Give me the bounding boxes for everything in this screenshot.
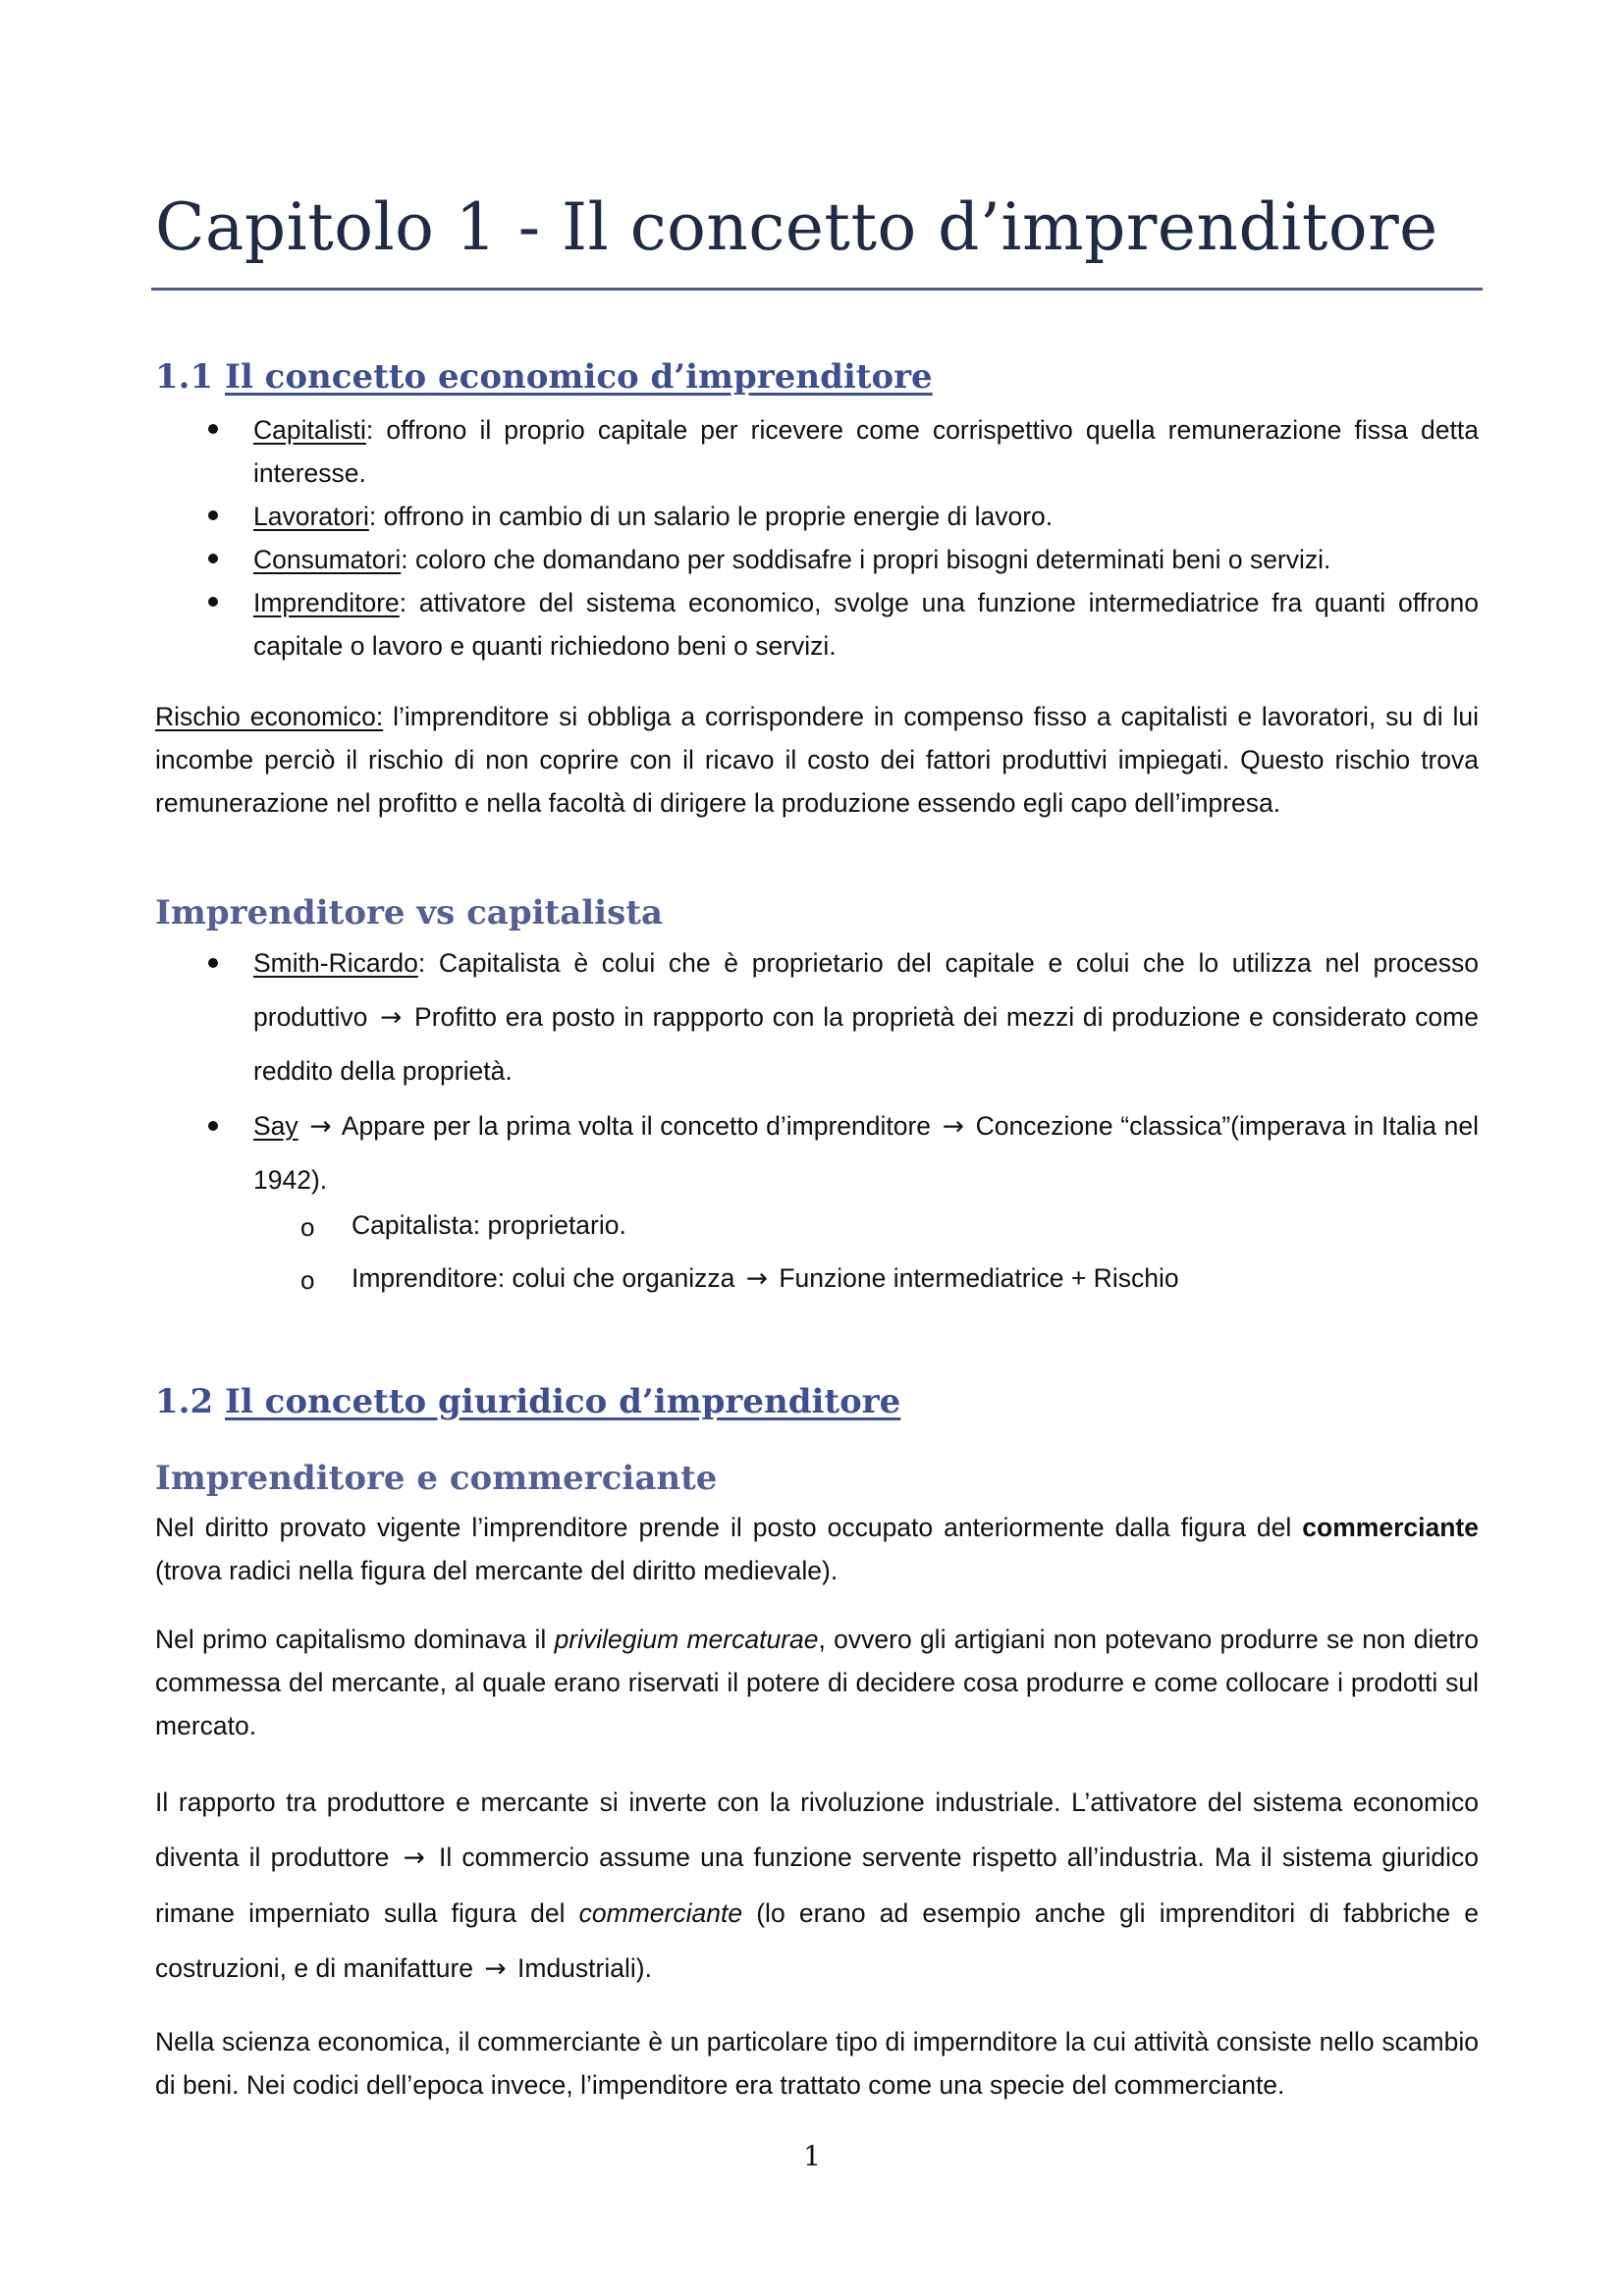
subheading-imprenditore-e-commerciante: Imprenditore e commerciante xyxy=(155,1459,718,1498)
page-number: 1 xyxy=(803,2140,821,2172)
arrow-icon: → xyxy=(484,1953,507,1984)
bullet-term: Say xyxy=(253,1111,298,1141)
risk-term: Rischio economico: xyxy=(155,702,384,731)
subheading-imprenditore-vs-capitalista: Imprenditore vs capitalista xyxy=(155,893,663,933)
paragraph-text: Il commercio assume una funzione servente rispetto all’industria. Ma il sistema giuridico rimane imperniato sulla figura del xyxy=(155,1842,1479,1928)
paragraph-scienza-economica: Nella scienza economica, il commerciante è un particolare tipo di impernditore la cui attività consiste nello scambio di beni. Nei codici dell’epoca invece, l’impenditore era trattato come una specie del commerciante. xyxy=(155,2027,1479,2100)
bullet-term: Imprenditore xyxy=(253,588,400,617)
bullet-term: Smith-Ricardo xyxy=(253,948,418,978)
paragraph-rischio-economico xyxy=(155,695,1479,825)
list-item-smith-ricardo xyxy=(253,936,1479,1098)
sub-list-item-capitalista xyxy=(352,1203,1479,1247)
arrow-icon: → xyxy=(942,1111,964,1142)
paragraph-text: Nel diritto provato vigente l’imprenditore prende il posto occupato anteriormente dalla figura del xyxy=(155,1513,1303,1542)
paragraph-rivoluzione-industriale xyxy=(155,1775,1479,1997)
chapter-title: Capitolo 1 - Il concetto d’imprenditore xyxy=(155,189,1438,265)
sub-list-item-imprenditore xyxy=(352,1256,1479,1301)
bullet-dot xyxy=(208,510,218,520)
bullet-dot xyxy=(208,554,218,563)
bullet-text: : attivatore del sistema economico, svolge una funzione intermediatrice fra quanti offrono capitale o lavoro e quanti richiedono beni o servizi. xyxy=(253,588,1479,661)
paragraph-text: Nel primo capitalismo dominava il xyxy=(155,1625,555,1654)
section-2-heading xyxy=(155,1382,900,1422)
bullet-text: : offrono il proprio capitale per ricevere come corrispettivo quella remunerazione fissa detta interesse. xyxy=(253,415,1479,488)
paragraph-diritto-vigente xyxy=(155,1506,1479,1592)
bullet-term: Consumatori xyxy=(253,545,402,574)
sub-item-text: Capitalista: proprietario. xyxy=(352,1210,626,1240)
section-2-number: 1.2 xyxy=(155,1382,214,1421)
paragraph-bold: commerciante xyxy=(1302,1513,1479,1542)
bullet-text: : Capitalista è colui che è proprietario del capitale e colui che lo utilizza nel processo produttivo xyxy=(253,948,1479,1032)
paragraph-text: (lo erano ad esempio anche gli imprenditori di fabbriche e costruzioni, e di manifatture xyxy=(155,1898,1479,1983)
paragraph-italic: commerciante xyxy=(578,1898,743,1928)
bullet-term: Capitalisti xyxy=(253,415,366,445)
section-1-number: 1.1 xyxy=(155,357,214,397)
bullet-dot xyxy=(208,958,218,968)
section-1-heading xyxy=(155,357,933,398)
section-2-title: Il concetto giuridico d’imprenditore xyxy=(225,1382,901,1421)
bullet-text: Concezione “classica”(imperava in Italia nel 1942). xyxy=(253,1111,1479,1195)
list-item-capitalisti xyxy=(253,408,1479,495)
section-1-title: Il concetto economico d’imprenditore xyxy=(225,357,933,397)
bullet-term: Lavoratori xyxy=(253,502,369,531)
sub-bullet-icon: o xyxy=(300,1212,315,1242)
paragraph-text: Imdustriali). xyxy=(510,1953,652,1983)
paragraph-text: (trova radici nella figura del mercante del diritto medievale). xyxy=(155,1556,839,1585)
list-item-say xyxy=(253,1099,1479,1207)
bullet-dot xyxy=(208,597,218,607)
bullet-dot xyxy=(208,424,218,434)
arrow-icon: → xyxy=(745,1263,768,1294)
bullet-dot xyxy=(208,1121,218,1131)
bullet-text: : offrono in cambio di un salario le proprie energie di lavoro. xyxy=(368,502,1054,531)
sub-item-text: Funzione intermediatrice + Rischio xyxy=(771,1263,1179,1293)
paragraph-italic: privilegium mercaturae xyxy=(554,1625,819,1654)
risk-text: l’imprenditore si obbliga a corrispondere in compenso fisso a capitalisti e lavoratori, su di lui incombe perciò il rischio di non coprire con il ricavo il costo dei fattori produttivi impiegati. Questo rischio trova remunerazione nel profitto e nella facoltà di dirigere la produzione essendo egli capo dell’impresa. xyxy=(155,702,1479,818)
bullet-text: : coloro che domandano per soddisafre i propri bisogni determinati beni o servizi. xyxy=(401,545,1331,574)
sub-bullet-icon: o xyxy=(300,1265,315,1295)
sub-item-text: Imprenditore: colui che organizza xyxy=(352,1263,735,1293)
arrow-icon: → xyxy=(403,1842,425,1873)
list-item-lavoratori xyxy=(253,495,1479,538)
title-divider xyxy=(151,288,1483,291)
bullet-text: Profitto era posto in rappporto con la proprietà dei mezzi di produzione e considerato come reddito della proprietà. xyxy=(253,1002,1479,1086)
arrow-icon: → xyxy=(380,1002,403,1033)
paragraph-text: Il rapporto tra produttore e mercante si inverte con la rivoluzione industriale. L’attivatore del sistema economico diventa il produttore xyxy=(155,1788,1479,1872)
list-item-consumatori xyxy=(253,538,1479,581)
list-item-imprenditore xyxy=(253,581,1479,667)
paragraph-text: , ovvero gli artigiani non potevano produrre se non dietro commessa del mercante, al quale erano riservati il potere di decidere cosa produrre e come collocare i prodotti sul mercato. xyxy=(155,1625,1479,1740)
paragraph-primo-capitalismo xyxy=(155,1618,1479,1747)
arrow-icon: → xyxy=(309,1111,332,1142)
bullet-text: Appare per la prima volta il concetto d’imprenditore xyxy=(335,1111,932,1141)
